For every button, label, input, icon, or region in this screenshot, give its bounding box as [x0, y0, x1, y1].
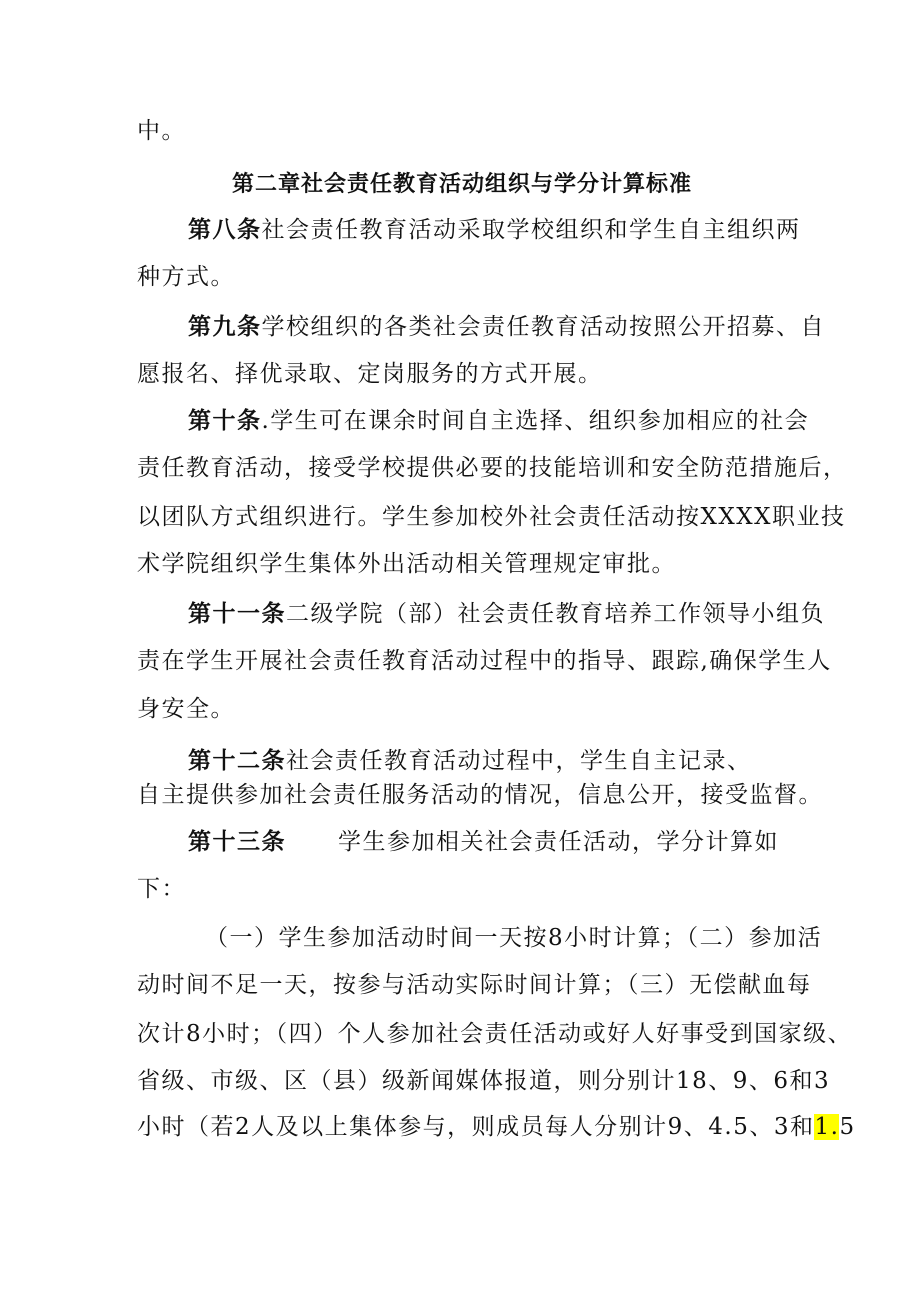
article-10-continuation-1: 责任教育活动，接受学校提供必要的技能培训和安全防范措施后， [137, 455, 848, 481]
article-8 [188, 215, 801, 245]
credit-rules-line-5-tail: 5 [839, 1114, 856, 1140]
credit-rules-line-2: 动时间不足一天，按参与活动实际时间计算；（三）无偿献血每 [137, 972, 812, 998]
credit-rules-line-3: 次计8小时；（四）个人参加社会责任活动或好人好事受到国家级、 [137, 1021, 853, 1047]
article-8-continuation: 种方式。 [137, 264, 235, 290]
article-11-continuation-2: 身安全。 [137, 696, 235, 722]
article-11-continuation-1: 责在学生开展社会责任教育活动过程中的指导、跟踪,确保学生人 [137, 648, 832, 674]
chapter-heading: 第二章社会责任教育活动组织与学分计算标准 [232, 171, 693, 197]
article-10 [188, 406, 809, 436]
article-10-text: .学生可在课余时间自主选择、组织参加相应的社会 [261, 408, 810, 434]
continuation-line: 中。 [137, 118, 186, 144]
article-10-continuation-3: 术学院组织学生集体外出活动相关管理规定审批。 [137, 551, 676, 577]
article-9-continuation: 愿报名、择优录取、定岗服务的方式开展。 [137, 361, 603, 387]
credit-rules-line-5-text: 小时（若2人及以上集体参与，则成员每人分别计9、4.5、3和 [137, 1114, 815, 1140]
article-12 [188, 746, 752, 776]
article-13-label: 第十三条 [188, 828, 286, 855]
article-13-continuation: 下： [137, 876, 186, 902]
article-11 [188, 599, 825, 629]
credit-rules-line-5 [137, 1112, 856, 1142]
article-8-text: 社会责任教育活动采取学校组织和学生自主组织两 [261, 217, 801, 243]
article-10-continuation-2: 以团队方式组织进行。学生参加校外社会责任活动按XXXX职业技 [137, 504, 846, 530]
article-8-label: 第八条 [188, 216, 262, 243]
highlighted-text: 1. [814, 1114, 840, 1140]
credit-rules-line-1: （一）学生参加活动时间一天按8小时计算；（二）参加活 [205, 925, 823, 951]
article-9-text: 学校组织的各类社会责任教育活动按照公开招募、自 [261, 314, 825, 340]
article-13 [188, 827, 779, 857]
credit-rules-line-4: 省级、市级、区（县）级新闻媒体报道，则分别计18、9、6和3 [137, 1068, 831, 1094]
article-10-label: 第十条 [188, 407, 262, 434]
article-12-label: 第十二条 [188, 747, 286, 774]
article-13-text: 学生参加相关社会责任活动，学分计算如 [338, 829, 779, 855]
article-11-label: 第十一条 [188, 600, 286, 627]
article-12-text: 社会责任教育活动过程中，学生自主记录、 [286, 748, 752, 774]
article-9 [188, 312, 825, 342]
article-12-continuation: 自主提供参加社会责任服务活动的情况，信息公开，接受监督。 [137, 782, 823, 808]
article-9-label: 第九条 [188, 313, 262, 340]
article-11-text: 二级学院（部）社会责任教育培养工作领导小组负 [286, 601, 825, 627]
